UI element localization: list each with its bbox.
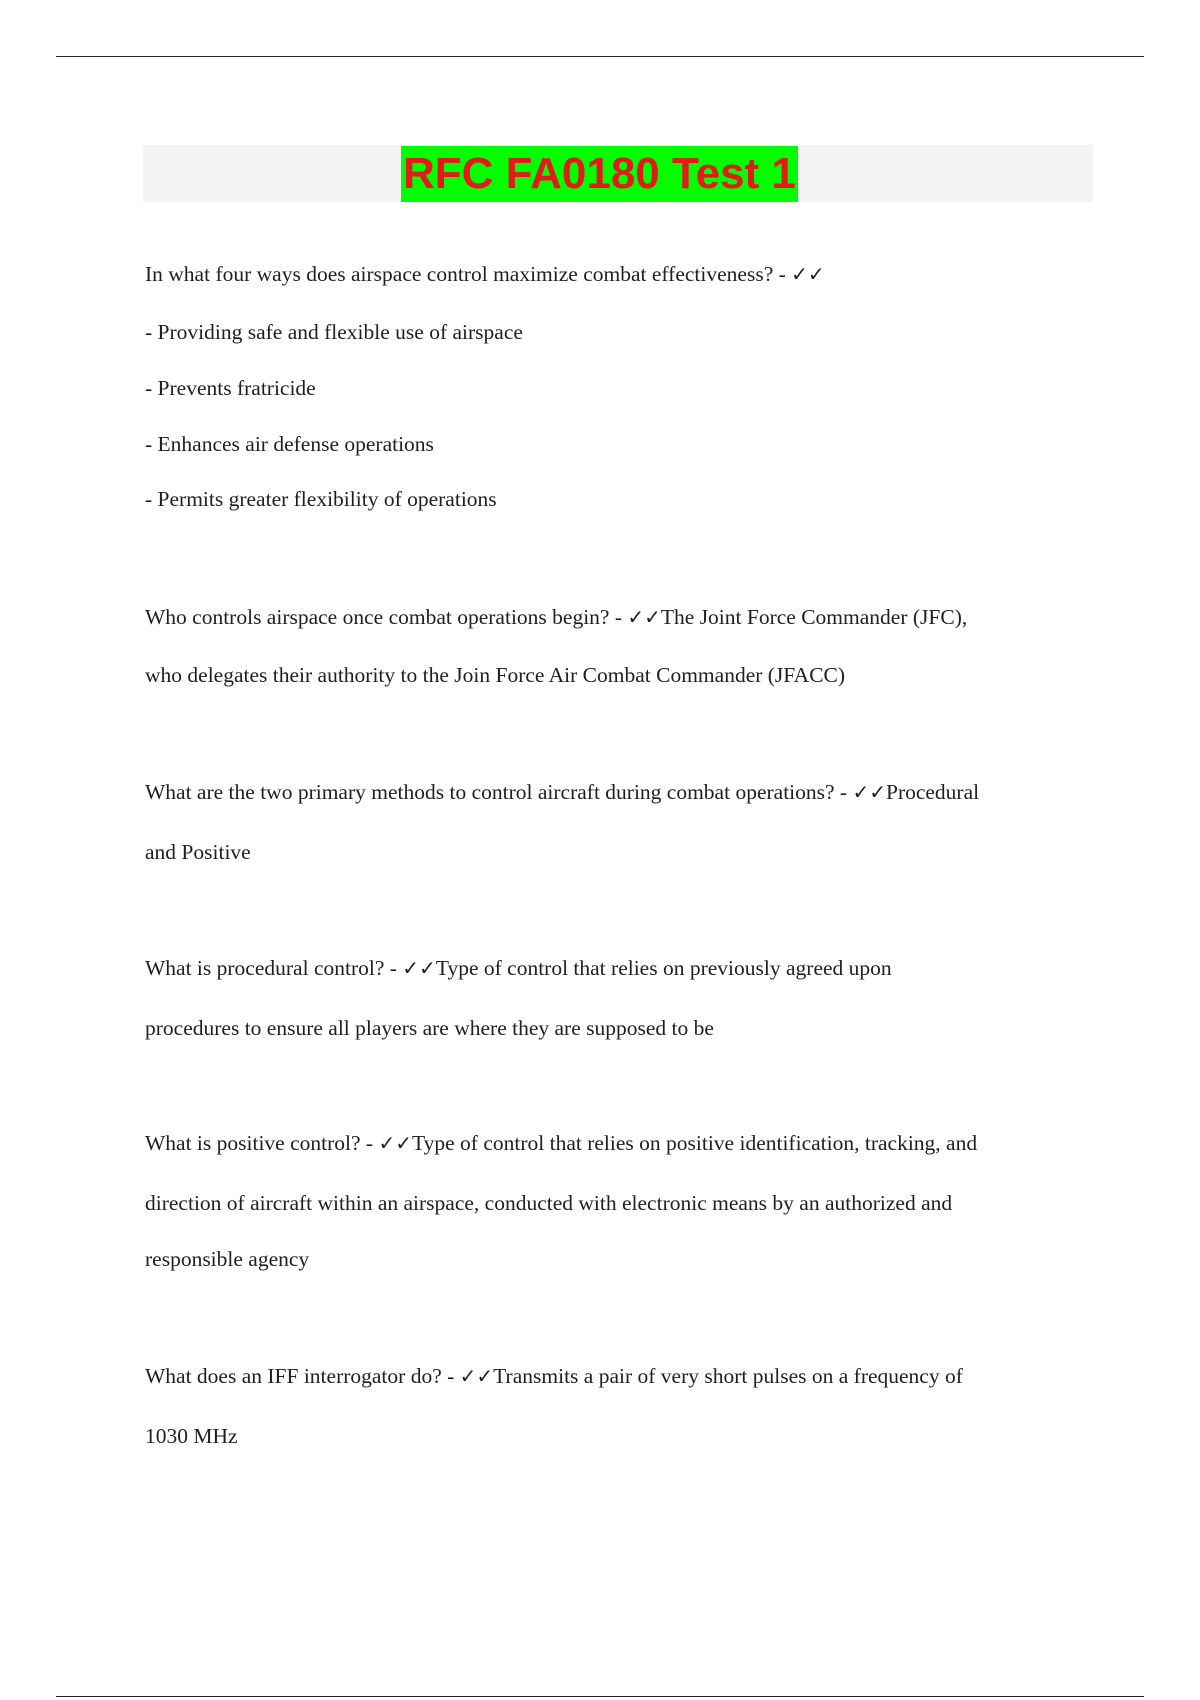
answer-4-first: Type of control that relies on previously agreed upon: [435, 956, 892, 980]
question-3-text: What are the two primary methods to control aircraft during combat operations? -: [145, 780, 853, 804]
answer-6-first: Transmits a pair of very short pulses on a frequency of: [493, 1364, 963, 1388]
check-marks-icon: ✓✓: [378, 1131, 412, 1155]
answer-1-item-2: - Prevents fratricide: [145, 376, 316, 400]
answer-5-line-3: responsible agency: [145, 1247, 310, 1271]
question-5-line: [145, 1131, 977, 1156]
bottom-rule: [56, 1696, 1144, 1697]
question-4-text: What is procedural control? -: [145, 956, 403, 980]
question-6-line: [145, 1364, 963, 1389]
document-title: RFC FA0180 Test 1: [401, 146, 798, 202]
top-rule: [56, 56, 1144, 57]
question-1-line: [145, 262, 825, 287]
answer-5-first: Type of control that relies on positive identification, tracking, and: [411, 1131, 978, 1155]
answer-1-item-1: - Providing safe and flexible use of airspace: [145, 320, 523, 344]
answer-3-line-2: and Positive: [145, 840, 251, 864]
check-marks-icon: ✓✓: [791, 262, 825, 286]
check-marks-icon: ✓✓: [852, 780, 886, 804]
question-4-line: [145, 956, 892, 981]
answer-1-item-3: - Enhances air defense operations: [145, 432, 434, 456]
check-marks-icon: ✓✓: [402, 956, 436, 980]
question-1-text: In what four ways does airspace control maximize combat effectiveness? -: [145, 262, 792, 286]
answer-3-first: Procedural: [885, 780, 980, 804]
question-2-text: Who controls airspace once combat operations begin? -: [145, 605, 628, 629]
question-2-line: [145, 605, 967, 630]
question-6-text: What does an IFF interrogator do? -: [145, 1364, 460, 1388]
answer-4-line-2: procedures to ensure all players are where they are supposed to be: [145, 1016, 714, 1040]
check-marks-icon: ✓✓: [459, 1364, 494, 1388]
question-3-line: [145, 780, 979, 805]
answer-2-line-2: who delegates their authority to the Join Force Air Combat Commander (JFACC): [145, 663, 846, 687]
question-5-text: What is positive control? -: [145, 1131, 379, 1155]
answer-5-line-2: direction of aircraft within an airspace, conducted with electronic means by an authorized and: [145, 1191, 953, 1215]
answer-6-line-2: 1030 MHz: [145, 1424, 238, 1448]
answer-1-item-4: - Permits greater flexibility of operations: [145, 487, 497, 511]
answer-2-first: The Joint Force Commander (JFC),: [660, 605, 968, 629]
check-marks-icon: ✓✓: [627, 605, 661, 629]
